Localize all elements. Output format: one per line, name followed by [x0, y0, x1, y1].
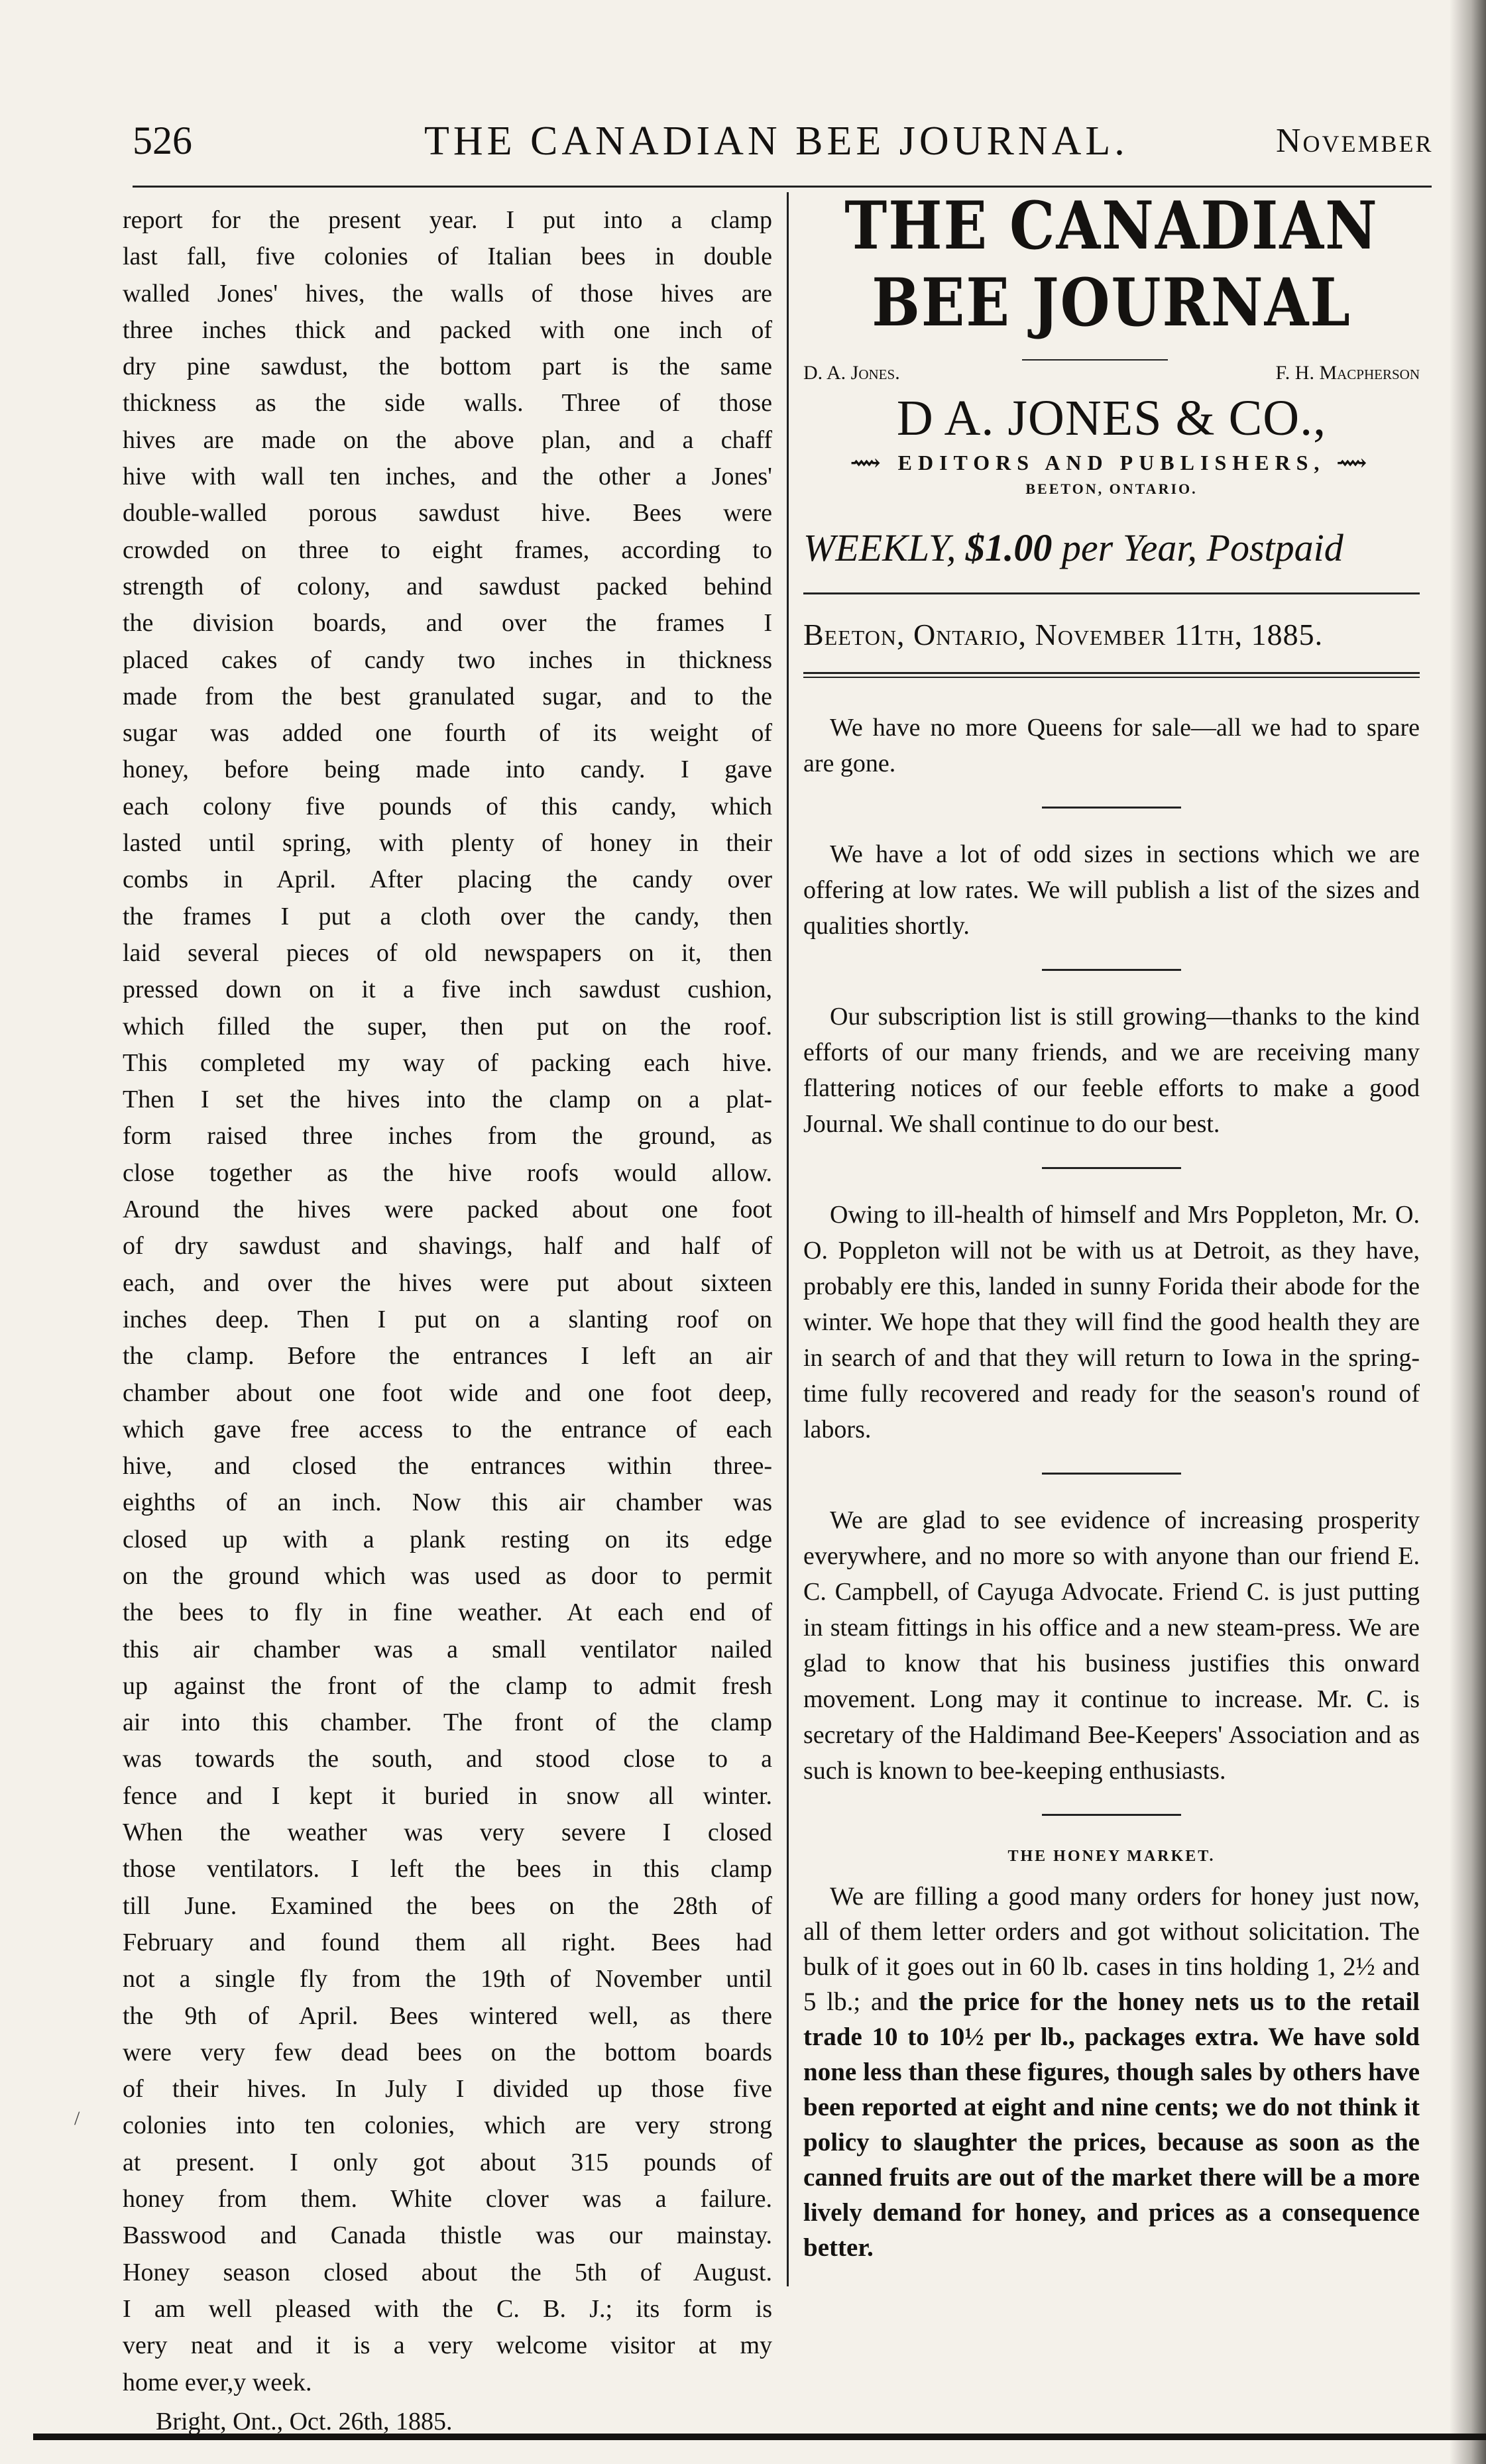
text-line: walled Jones' hives, the walls of those hives are	[123, 279, 772, 308]
text-line: sugar was added one fourth of its weight of	[123, 719, 772, 748]
note-paragraph: Our subscription list is still growing—thanks to the kind efforts of our many friends, and we are receiving many flattering notices of our feeble efforts to make a good Journal. We shall continue to do our best.	[803, 1003, 1420, 1138]
text-line: those ventilators. I left the bees in this clamp	[123, 1855, 772, 1883]
page-header	[133, 118, 1432, 178]
margin-mark: /	[74, 2107, 80, 2129]
text-line: This completed my way of packing each hive.	[123, 1048, 772, 1077]
text-line: up against the front of the clamp to admit fresh	[123, 1671, 772, 1700]
note-separator	[1042, 969, 1181, 971]
publisher-role: EDITORS AND PUBLISHERS,	[897, 451, 1326, 475]
text-line: close together as the hive roofs would allow.	[123, 1158, 772, 1187]
text-line: was towards the south, and stood close to a	[123, 1745, 772, 1773]
note-paragraph: Owing to ill-health of himself and Mrs Poppleton, Mr. O. O. Poppleton will not be with us at Detroit, as they have, probably ere this, landed in sunny Forida their abode for the winter. We hope that they will find the good health they are in search of and that they will return to Iowa in the spring-time fully recovered and ready for the season's round of labors.	[803, 1201, 1420, 1443]
text-line: the bees to fly in fine weather. At each end of	[123, 1598, 772, 1627]
text-line: laid several pieces of old newspapers on it, then	[123, 938, 772, 967]
subscription-line	[803, 526, 1420, 570]
text-line: I am well pleased with the C. B. J.; its form is	[123, 2294, 772, 2323]
note-separator	[1042, 1473, 1181, 1475]
text-line: honey from them. White clover was a failure.	[123, 2185, 772, 2213]
honey-market-paragraph	[803, 1879, 1420, 2265]
price-terms: per Year, Postpaid	[1061, 526, 1343, 569]
text-line: hives are made on the above plan, and a chaff	[123, 425, 772, 454]
editor-left: D. A. Jones.	[803, 362, 900, 384]
text-line: February and found them all right. Bees had	[123, 1928, 772, 1956]
text-line: placed cakes of candy two inches in thickness	[123, 645, 772, 674]
text-line: this air chamber was a small ventilator nailed	[123, 1635, 772, 1663]
text-line: inches deep. Then I put on a slanting roof on	[123, 1305, 772, 1333]
text-line: hive with wall ten inches, and the other a Jones'	[123, 463, 772, 491]
text-line: three inches thick and packed with one inch of	[123, 315, 772, 344]
masthead-rule-double-bottom	[803, 677, 1420, 678]
text-line: fence and I kept it buried in snow all winter.	[123, 1781, 772, 1810]
text-line: pressed down on it a five inch sawdust cushion,	[123, 976, 772, 1004]
page-bottom-rule	[33, 2434, 1486, 2440]
left-column	[123, 202, 772, 2436]
text-line: last fall, five colonies of Italian bees in double	[123, 243, 772, 271]
page-edge-shadow	[1450, 0, 1486, 2464]
text-line: air into this chamber. The front of the clamp	[123, 1708, 772, 1737]
text-line: each colony five pounds of this candy, which	[123, 792, 772, 820]
editors-row	[803, 354, 1420, 387]
text-line: which gave free access to the entrance of each	[123, 1415, 772, 1443]
text-line: report for the present year. I put into a clamp	[123, 206, 772, 234]
publisher-place: BEETON, ONTARIO.	[1025, 480, 1198, 497]
note-separator	[1042, 807, 1181, 809]
text-line: hive, and closed the entrances within three-	[123, 1452, 772, 1481]
text-line: were very few dead bees on the bottom boards	[123, 2038, 772, 2066]
text-line: Honey season closed about the 5th of August.	[123, 2258, 772, 2286]
text-line: form raised three inches from the ground, as	[123, 1122, 772, 1150]
text-line: strength of colony, and sawdust packed behind	[123, 572, 772, 600]
masthead-rule-double-top	[803, 672, 1420, 674]
text-line: the division boards, and over the frames I	[123, 609, 772, 638]
editor-right: F. H. Macpherson	[1275, 362, 1420, 384]
note-paragraph: We are glad to see evidence of increasing prosperity everywhere, and no more so with anyone than our friend E. C. Campbell, of Cayuga Advocate. Friend C. is just putting in steam fittings in his office and a new steam-press. We are glad to know that his business justifies this onward movement. Long may it continue to increase. Mr. C. is secretary of the Haldimand Bee-Keepers' Association and as such is known to bee-keeping enthusiasts.	[803, 1506, 1420, 1785]
text-line: till June. Examined the bees on the 28th of	[123, 1891, 772, 1920]
text-line: eighths of an inch. Now this air chamber was	[123, 1488, 772, 1517]
text-line: honey, before being made into candy. I gave	[123, 756, 772, 784]
text-line: crowded on three to eight frames, according to	[123, 535, 772, 564]
text-line: double-walled porous sawdust hive. Bees were	[123, 499, 772, 528]
text-line: on the ground which was used as door to permit	[123, 1561, 772, 1590]
running-title: THE CANADIAN BEE JOURNAL.	[424, 119, 1129, 164]
text-line: When the weather was very severe I closed	[123, 1819, 772, 1847]
honey-market-text: We are filling a good many orders for honey just now, all of them letter orders and got without solicitation. The bulk of it goes out in 60 lb. cases in tins holding 1, 2½ and 5 lb.; and	[803, 1882, 1420, 2016]
ornament-right-icon: ⟿	[1325, 451, 1373, 475]
publisher-name: D A. JONES & CO.,	[896, 390, 1327, 446]
note-paragraph: We have a lot of odd sizes in sections which we are offering at low rates. We will publish a list of the sizes and qualities shortly.	[803, 840, 1420, 940]
column-divider	[787, 192, 789, 2286]
masthead	[803, 187, 1420, 678]
note-paragraph: We have no more Queens for sale—all we had to spare are gone.	[803, 714, 1420, 777]
text-line: of dry sawdust and shavings, half and half of	[123, 1232, 772, 1260]
text-line: Around the hives were packed about one foot	[123, 1196, 772, 1224]
text-line: very neat and it is a very welcome visitor at my	[123, 2331, 772, 2360]
letter-signoff: Bright, Ont., Oct. 26th, 1885.	[156, 2407, 453, 2436]
text-line: the 9th of April. Bees wintered well, as there	[123, 2001, 772, 2030]
issue-date: Beeton, Ontario, November 11th, 1885.	[803, 618, 1324, 651]
text-line: each, and over the hives were put about sixteen	[123, 1268, 772, 1297]
text-line: thickness as the side walls. Three of those	[123, 389, 772, 418]
editorial-notes	[803, 710, 1420, 2265]
left-column-body	[123, 202, 772, 2401]
right-column	[803, 187, 1420, 2293]
text-line: at present. I only got about 315 pounds of	[123, 2148, 772, 2176]
text-line: of their hives. In July I divided up those five	[123, 2075, 772, 2103]
text-line: Basswood and Canada thistle was our mainstay.	[123, 2221, 772, 2250]
editors-rule	[1022, 359, 1168, 361]
masthead-title: THE CANADIAN BEE JOURNAL	[844, 187, 1379, 342]
text-line: combs in April. After placing the candy over	[123, 866, 772, 894]
text-line: not a single fly from the 19th of November until	[123, 1965, 772, 1993]
masthead-rule	[803, 592, 1420, 594]
issue-month: November	[1276, 122, 1434, 160]
text-line: closed up with a plank resting on its edge	[123, 1525, 772, 1553]
text-line: home ever,y week.	[123, 2368, 312, 2396]
note-separator	[1042, 1167, 1181, 1169]
text-line: the clamp. Before the entrances I left an air	[123, 1342, 772, 1371]
section-heading: THE HONEY MARKET.	[1007, 1848, 1216, 1865]
ornament-left-icon: ⟿	[850, 451, 898, 475]
text-line: dry pine sawdust, the bottom part is the same	[123, 353, 772, 381]
note-separator	[1042, 1814, 1181, 1816]
text-line: lasted until spring, with plenty of honey in their	[123, 829, 772, 858]
price: $1.00	[965, 526, 1053, 569]
frequency: WEEKLY,	[803, 526, 956, 569]
text-line: Then I set the hives into the clamp on a plat-	[123, 1086, 772, 1114]
publisher-subtitle	[803, 450, 1420, 475]
text-line: chamber about one foot wide and one foot deep,	[123, 1378, 772, 1407]
text-line: which filled the super, then put on the roof.	[123, 1012, 772, 1040]
text-line: the frames I put a cloth over the candy, then	[123, 902, 772, 930]
honey-market-text-bold: the price for the honey nets us to the retail trade 10 to 10½ per lb., packages extra. We have sold none less than these figures, though sales by others have been reported at eight and nine cents; we do not think it policy to slaughter the prices, because as soon as the canned fruits are out of the market there will be a more lively demand for honey, and prices as a consequence better.	[803, 1988, 1420, 2262]
page-number: 526	[133, 119, 192, 162]
text-line: colonies into ten colonies, which are very strong	[123, 2111, 772, 2140]
text-line: made from the best granulated sugar, and to the	[123, 682, 772, 710]
